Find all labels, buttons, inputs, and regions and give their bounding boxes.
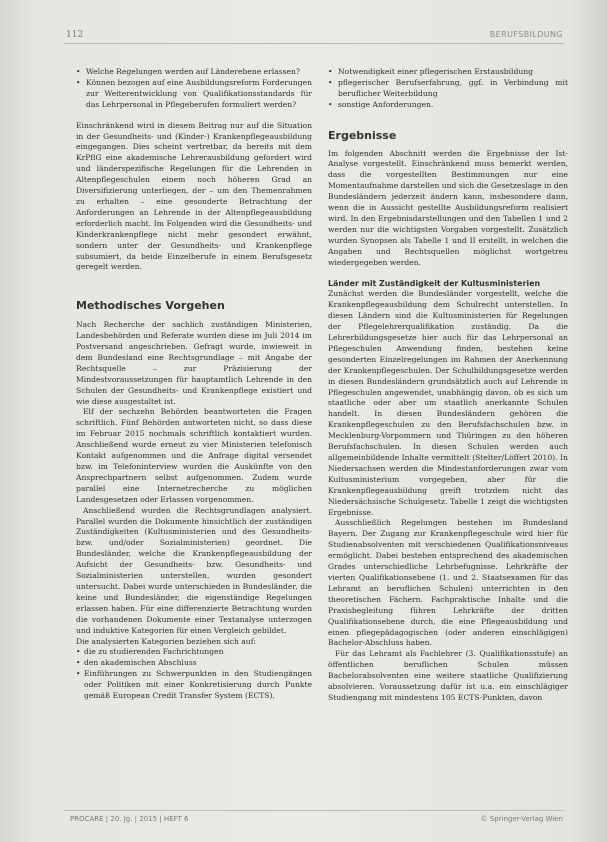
header-rule [64, 43, 564, 44]
methods-heading: Methodisches Vorgehen [76, 299, 225, 313]
question-list [76, 67, 312, 111]
page-number: 112 [66, 30, 84, 40]
footer-journal: PROCARE | 20. Jg. | 2015 | HEFT 6 [70, 815, 189, 823]
left-column [76, 67, 312, 702]
intro-paragraph: Einschränkend wird in diesem Beitrag nur auf die Situation in der Gesundheits- und (Kinder-) Krankenpflegeausbildung eingegangen. Dies scheint vertretbar, da bereits mit dem KrPflG eine akademische Lehrerausbildung gefordert wird und länderspezifische Regelungen für die Lehrenden in Altenpflegeschulen einem noch höheren Grad an Diversifizierung unterliegen, der – um den Themenrahmen zu erhalten – eine gesonderte Betrachtung der Anforderungen an Lehrende in der Altenpflegeausbildung erforderlich macht. Im Folgenden wird die Gesundheits- und Kinderkrankenpflege nicht mehr gesondert erwähnt, sondern unter der Gesundheits- und Krankenpflege subsumiert, da beide Einzelberufe in einem Berufsgesetz geregelt werden. [76, 120, 312, 272]
results-paragraph: Ausschließlich Regelungen bestehen im Bundesland Bayern. Der Zugang zur Krankenpflegeschule wird hier für Studienabsolventen mit verschiedenen Qualifikationsniveaus ermöglicht. Dabei bestehen entsprechend des akademischen Grades unterschiedliche Lehrbefugnisse. Lehrkräfte der vierten Qualifikationsebene (1. und 2. Staatsexamen für das Lehramt an beruflichen Schulen) unterrichten in den theoretischen Fächern. Fachpraktische Inhalte und die Praxisbegleitung führen Lehrkräfte der dritten Qualifikationsebene durch, die eine Pflegeausbildung und einen pflegepädagogischen (oder anderen einschlägigen) Bachelor-Abschluss haben. [328, 518, 568, 648]
methods-paragraph: Elf der sechzehn Behörden beantworteten die Fragen schriftlich. Fünf Behörden antworteten nicht, so dass diese im Februar 2015 nochmals schriftlich kontaktiert wurden. Anschließend wurde erneut zu vier Ministerien telefonisch Kontakt aufgenommen und die Anfrage digital versendet bzw. im Telefoninterview wurden die Auskünfte von den Ansprechpartnern selbst aufgenommen. Zudem wurde parallel eine Internetrecherche zu möglichen Landesgesetzen oder Erlassen vorgenommen. [76, 407, 312, 504]
category-list [76, 647, 312, 702]
categories-intro: Die analysierten Kategorien beziehen sich auf: [76, 636, 257, 646]
right-column [328, 67, 568, 704]
question-item: • Können bezogen auf eine Ausbildungsreform Forderungen zur Weiterentwicklung von Qualifikationsstandards für das Lehrpersonal in Pflegeberufen formuliert werden? [76, 78, 312, 111]
category-item: • pflegerischer Berufserfahrung, ggf. in Verbindung mit beruflicher Weiterbildung [328, 78, 568, 100]
footer-rule [64, 810, 564, 811]
methods-paragraph: Anschließend wurden die Rechtsgrundlagen analysiert. Parallel wurden die Dokumente hinsichtlich der zuständigen Zuständigkeiten (Kultusministerien und des Gesundheits- bzw. und/oder Sozialministerien) geordnet. Die Bundesländer, welche die Krankenpflegeausbildung der Aufsicht der Gesundheits- bzw. Gesundheits- und Sozialministerien unterstellen, wurden gesondert untersucht. Dabei wurde unterschieden in Bundesländer, die keine und Bundesländer, die eigenständige Regelungen erlassen haben. Für eine differenzierte Betrachtung wurden die vorhandenen Dokumente einer Textanalyse unterzogen und induktive Kategorien für einen Vergleich gebildet. [76, 505, 312, 635]
results-paragraph: Zunächst werden die Bundesländer vorgestellt, welche die Krankenpflegeausbildung dem Schulrecht unterstellen. In diesen Ländern sind die Kultusministerien für Regelungen der Pflegelehrerqualifikation zuständig. Da die Lehrerbildungsgesetze hier auch für das Lehrpersonal an Pflegeschulen Anwendung finden, bestehen keine gesonderten Einzelregelungen im Rahmen der Anerkennung der Krankenpflegeschulen. Der Schulbildungsgesetze werden in diesen Bundesländern grundsätzlich auch auf Lehrende in Pflegeschulen angewendet, unabhängig davon, ob es sich um staatliche oder aber um staatlich anerkannte Schulen handelt. In diesen Bundesländern gehören die Krankenpflegeschulen zu den Berufsfachschulen bzw. in Mecklenburg-Vorpommern und Thüringen zu den höheren Berufsfachschulen. In diesen Schulen werden auch allgemeinbildende Inhalte vermittelt (Stelter/Löffert 2010). In Niedersachsen werden die Mindestanforderungen zwar vom Kultusministerium vorgegeben, aber für die Krankenpflegeausbildung greift trotzdem nicht das Niedersächsische Schulgesetz. Tabelle 1 zeigt die wichtigsten Ergebnisse. [328, 289, 568, 517]
question-item: • Welche Regelungen werden auf Länderebene erlassen? [76, 67, 312, 78]
results-paragraph: Im folgenden Abschnitt werden die Ergebnisse der Ist-Analyse vorgestellt. Einschränkend muss bemerkt werden, dass die vorgestellten Bestimmungen nur eine Momentaufnahme darstellen und sich die Gesetzeslage in den Bundesländern jederzeit ändern kann, insbesondere dann, wenn die in Aussicht gestellte Ausbildungsreform realisiert wird. In den Ergebnisdarstellungen und den Tabellen 1 und 2 werden nur die wichtigsten Vorgaben vorgestellt. Zusätzlich wurden Synopsen als Tabelle 1 und II erstellt, in welchen die Angaben und Rechtsquellen möglichst wortgetreu wiedergegeben werden. [328, 148, 568, 267]
results-paragraph: Für das Lehramt als Fachlehrer (3. Qualifikationsstufe) an öffentlichen beruflichen Schulen müssen Bachelorabsolventen eine weitere staatliche Qualifizierung absolvieren. Voraussetzung dafür ist u.a. ein einschlägiger Studiengang mit mindestens 105 ECTS-Punkten, davon [328, 649, 568, 702]
results-heading: Ergebnisse [328, 128, 397, 142]
category-list-continued [328, 67, 568, 111]
section-label: BERUFSBILDUNG [489, 30, 563, 39]
methods-paragraph: Nach Recherche der sachlich zuständigen Ministerien, Landesbehörden und Referate wurden diese im Juli 2014 im Postversand angeschrieben. Gefragt wurde, inwieweit in dem Bundesland eine Rechtsgrundlage – mit Angabe der Rechtsquelle – zur Präzisierung der Mindestvoraussetzungen für hauptamtlich Lehrende in den Schulen der Gesundheits- und Krankenpflege existiert und wie diese ausgestaltet ist. [76, 320, 312, 406]
category-item: • Notwendigkeit einer pflegerischen Erstausbildung [328, 67, 568, 78]
category-item: • sonstige Anforderungen. [328, 100, 568, 111]
category-item: • Einführungen zu Schwerpunkten in den Studiengängen oder Politiken mit einer Konkretisierung durch Punkte gemäß European Credit Transfer System (ECTS), [76, 669, 312, 702]
category-item: • die zu studierenden Fachrichtungen [76, 647, 312, 658]
subsection-heading: Länder mit Zuständigkeit der Kultusministerien [328, 278, 541, 288]
footer-publisher: © Springer-Verlag Wien [480, 815, 563, 823]
category-item: • den akademischen Abschluss [76, 658, 312, 669]
